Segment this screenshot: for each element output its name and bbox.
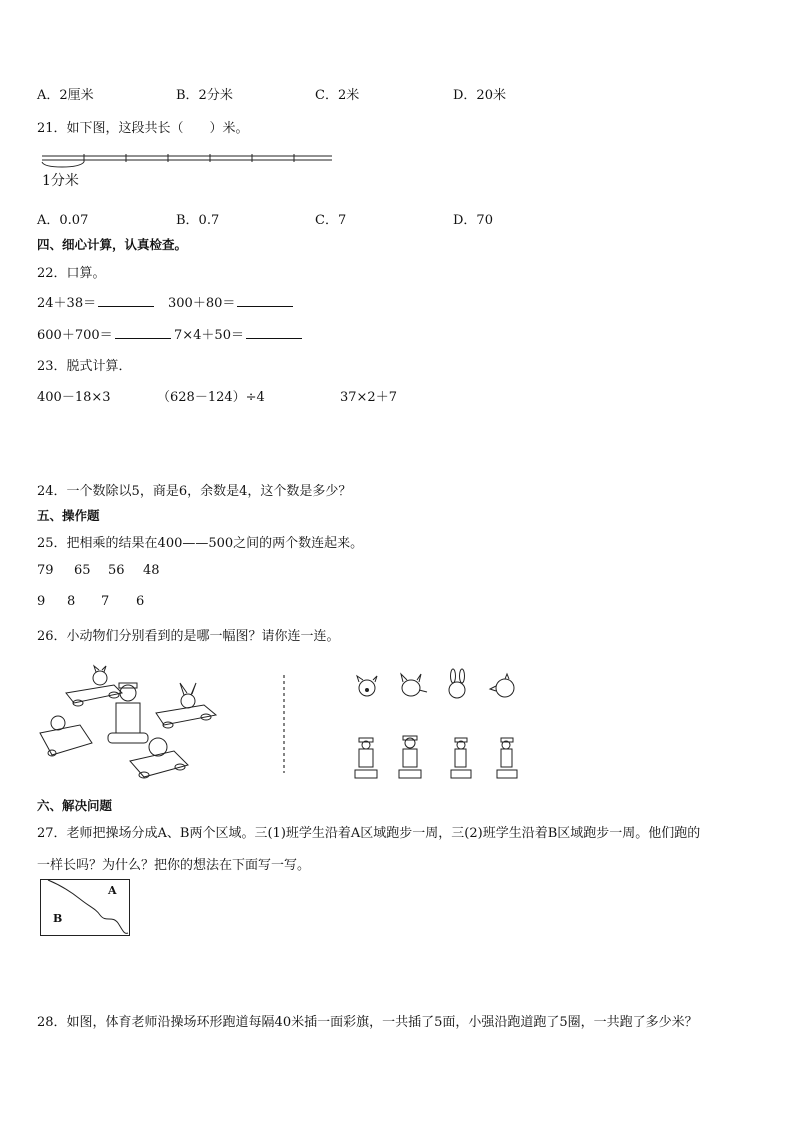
q26-stem: 26．小动物们分别看到的是哪一幅图？请你连一连。: [37, 629, 340, 644]
answer-blank[interactable]: [115, 326, 171, 339]
q20-option-d[interactable]: D．20米: [453, 88, 506, 103]
q25-number[interactable]: 79: [37, 563, 54, 578]
q23-stem: 23．脱式计算．: [37, 359, 132, 374]
q21-option-b[interactable]: B．0.7: [176, 213, 220, 228]
q27-line-2: 一样长吗？为什么？把你的想法在下面写一写。: [37, 858, 311, 873]
q21-ruler-label: 1分米: [42, 173, 79, 189]
dashed-divider: [282, 675, 286, 775]
q21-option-a[interactable]: A．0.07: [37, 213, 89, 228]
q25-number[interactable]: 56: [108, 563, 125, 578]
q22-item-2-text: 300＋80＝: [168, 296, 236, 311]
rabbit-head-icon: [449, 669, 465, 698]
policeman-front-icon: [355, 738, 377, 778]
q25-number[interactable]: 65: [74, 563, 91, 578]
q22-item-3: [37, 324, 171, 343]
q28-stem: 28．如图，体育老师沿操场环形跑道每隔40米插一面彩旗，一共插了5面，小强沿跑道跑了5圈，一共跑了多少米？: [37, 1015, 698, 1030]
q21-stem: 21．如下图，这段共长（ ）米。: [37, 121, 249, 136]
section-4-title: 四、细心计算，认真检查。: [37, 237, 188, 252]
q25-number[interactable]: 8: [67, 594, 76, 609]
q22-stem: 22．口算。: [37, 266, 106, 281]
q22-item-3-text: 600＋700＝: [37, 328, 113, 343]
chick-head-icon: [490, 674, 514, 697]
q20-option-c[interactable]: C．2米: [315, 88, 360, 103]
q21-ruler-figure: [40, 150, 340, 190]
q22-item-2: [168, 292, 293, 311]
q25-number[interactable]: 7: [101, 594, 110, 609]
animal-heads-row: [353, 670, 528, 702]
scene-illustration: [38, 663, 238, 783]
q22-item-1-text: 24＋38＝: [37, 296, 97, 311]
q23-item-1: 400－18×3: [37, 390, 111, 405]
dog-head-icon: [357, 676, 377, 696]
q20-option-b[interactable]: B．2分米: [176, 88, 233, 103]
playground-diagram: [40, 879, 132, 937]
answer-blank[interactable]: [98, 294, 154, 307]
region-b-label: B: [53, 912, 63, 925]
q23-item-2: （628－124）÷4: [157, 390, 265, 405]
q22-item-4-text: 7×4＋50＝: [174, 328, 244, 343]
policeman-back-icon: [399, 736, 421, 778]
q21-option-d[interactable]: D．70: [453, 213, 493, 228]
q25-stem: 25．把相乘的结果在400——500之间的两个数连起来。: [37, 536, 364, 551]
fox-head-icon: [401, 674, 427, 696]
q24-stem: 24．一个数除以5，商是6，余数是4，这个数是多少？: [37, 484, 352, 499]
q22-item-1: [37, 292, 154, 311]
answer-blank[interactable]: [237, 294, 293, 307]
q23-item-3: 37×2＋7: [340, 390, 397, 405]
q25-number[interactable]: 48: [143, 563, 160, 578]
q25-number[interactable]: 6: [136, 594, 145, 609]
q27-line-1: 27．老师把操场分成A、B两个区域。三(1)班学生沿着A区域跑步一周，三(2)班学生沿着B区域跑步一周。他们跑的: [37, 826, 701, 841]
policeman-side-left-icon: [451, 738, 471, 778]
region-a-label: A: [108, 884, 117, 897]
answer-blank[interactable]: [246, 326, 302, 339]
section-6-title: 六、解决问题: [37, 798, 113, 813]
police-views-row: [353, 730, 528, 782]
policeman-side-right-icon: [497, 738, 517, 778]
q22-item-4: [174, 324, 302, 343]
q21-option-c[interactable]: C．7: [315, 213, 347, 228]
section-5-title: 五、操作题: [37, 508, 100, 523]
q20-option-a[interactable]: A．2厘米: [37, 88, 94, 103]
q25-number[interactable]: 9: [37, 594, 46, 609]
